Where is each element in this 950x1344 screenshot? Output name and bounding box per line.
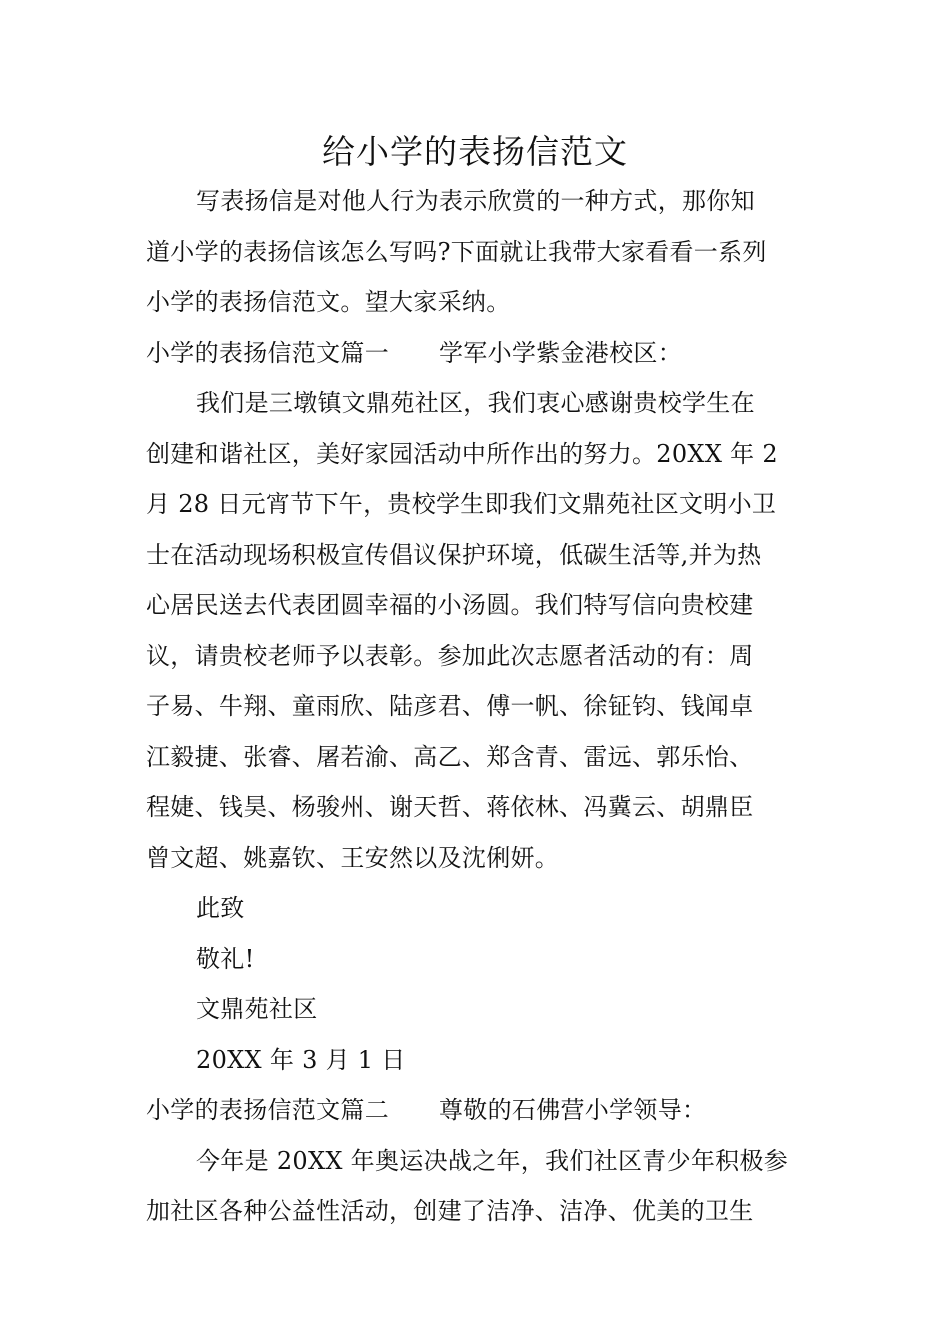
section2-body-line-1: 今年是 20XX 年奥运决战之年，我们社区青少年积极参 [196,1146,789,1175]
section1-heading-line [146,328,808,379]
section1-body-line-7: 子易、牛翔、童雨欣、陆彦君、傅一帆、徐钲钧、钱闻卓 [146,692,754,720]
section1-closing-1: 此致 [196,894,245,922]
document-title: 给小学的表扬信范文 [322,132,628,171]
intro-line-1: 写表扬信是对他人行为表示欣赏的一种方式，那你知 [196,187,755,215]
section1-body-line-6: 议，请贵校老师予以表彰。参加此次志愿者活动的有：周 [146,641,754,670]
intro-line-2: 道小学的表扬信该怎么写吗?下面就让我带大家看看一系列 [146,237,767,266]
intro-line-3: 小学的表扬信范文。望大家采纳。 [146,288,511,316]
section1-body-line-3: 月 28 日元宵节下午，贵校学生即我们文鼎苑社区文明小卫 [146,490,777,518]
document-body [146,176,808,1237]
section1-body-line-10: 曾文超、姚嘉钦、王安然以及沈俐妍。 [146,843,560,872]
section1-body-line-8: 江毅捷、张睿、屠若渝、高乙、郑含青、雷远、郭乐怡、 [146,742,754,771]
section1-body-line-2: 创建和谐社区，美好家园活动中所作出的努力。20XX 年 2 [146,439,778,468]
section1-closing-2: 敬礼! [196,944,255,973]
section1-heading: 小学的表扬信范文篇一 [146,338,389,367]
section2-body-line-2: 加社区各种公益性活动，创建了洁净、洁净、优美的卫生 [146,1197,754,1225]
section1-salutation: 学军小学紫金港校区： [439,338,682,367]
section2-salutation: 尊敬的石佛营小学领导： [439,1096,707,1124]
section1-body-line-5: 心居民送去代表团圆幸福的小汤圆。我们特写信向贵校建 [146,591,754,619]
section1-date: 20XX 年 3 月 1 日 [196,1045,406,1074]
section1-body-line-9: 程婕、钱昊、杨骏州、谢天哲、蒋依林、冯冀云、胡鼎臣 [146,793,754,821]
section1-body-line-1: 我们是三墩镇文鼎苑社区，我们衷心感谢贵校学生在 [196,389,755,417]
section2-heading: 小学的表扬信范文篇二 [146,1096,389,1124]
section1-body-line-4: 士在活动现场积极宣传倡议保护环境，低碳生活等,并为热 [146,540,762,569]
section2-heading-line [146,1085,808,1136]
section1-signature: 文鼎苑社区 [196,995,318,1023]
